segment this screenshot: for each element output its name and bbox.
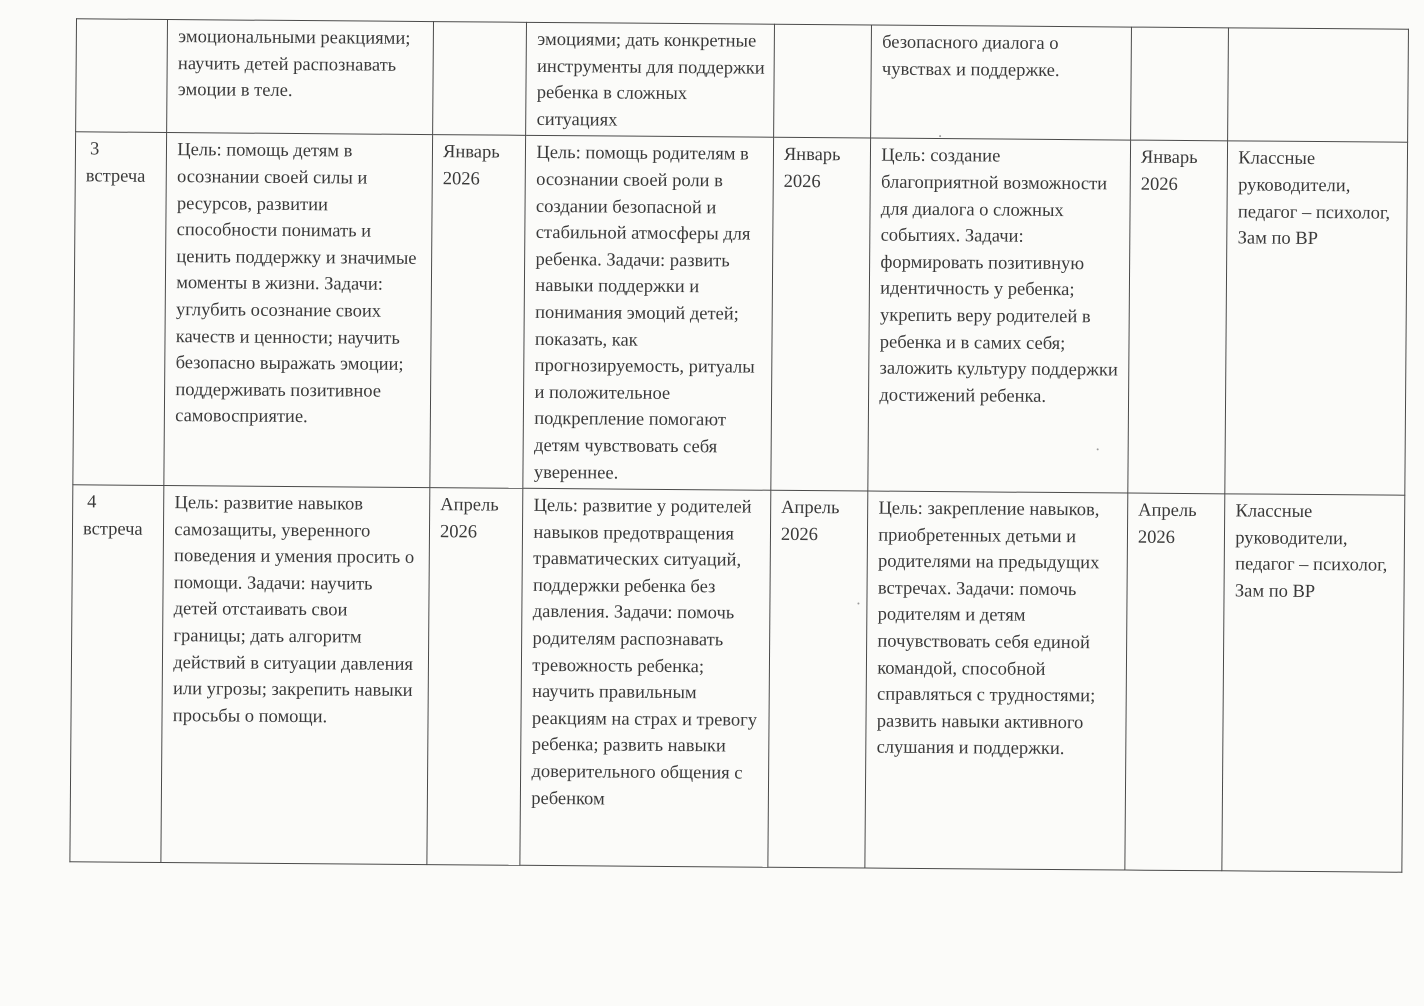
meeting-label: встреча [82,519,143,540]
meeting-number: 4 [87,492,97,513]
joint-goal-cell: безопасного диалога о чувствах и поддержке. [871,25,1132,140]
scan-speck [857,602,859,604]
children-goal-cell: Цель: помощь детям в осознании своей силы и ресурсов, развитии способности понимать и ценить поддержку и значимые моменты в жизни. Задачи: углубить осознание своих качеств и ценности; научить безопасно выражать эмоции; поддерживать позитивное самовосприятие. [164,133,433,488]
joint-date-cell: Апрель 2026 [1125,493,1225,871]
joint-goal-cell: Цель: закрепление навыков, приобретенных детьми и родителями на предыдущих встречах. Задачи: помочь родителям и детям почувствовать себя единой командой, способной справляться с трудностями; развить навыки активного слушания и поддержки. [865,491,1128,870]
parents-date-cell: Апрель 2026 [768,490,868,868]
joint-goal-cell: Цель: создание благоприятной возможности для диалога о сложных событиях. Задачи: формировать позитивную идентичность у ребенка; укрепить веру родителей в ребенка и в самих себя; заложить культуру поддержки достижений ребенка. [868,138,1130,493]
parents-goal-cell: эмоциями; дать конкретные инструменты для поддержки ребенка в сложных ситуациях [526,22,774,137]
joint-date-cell: Январь 2026 [1128,140,1228,493]
children-goal-cell: эмоциональными реакциями; научить детей распознавать эмоции в теле. [167,20,434,135]
table-row-meeting-3 [73,132,1408,495]
responsible-cell: Классные руководители, педагог – психолог, Зам по ВР [1225,141,1407,495]
children-date-cell: Январь 2026 [430,135,526,488]
meeting-number: 3 [89,139,100,160]
joint-date-cell [1131,27,1229,141]
responsible-cell [1228,28,1409,143]
table-row-meeting-4 [70,485,1405,872]
table-row-continuation [76,19,1409,143]
children-date-cell [433,22,527,136]
meetings-plan-table [69,18,1409,873]
parents-date-cell: Январь 2026 [771,138,871,491]
meeting-number-cell [76,19,168,133]
scan-speck [939,135,941,137]
meeting-label: встреча [85,166,146,187]
children-goal-cell: Цель: развитие навыков самозащиты, уверенного поведения и умения просить о помощи. Задачи: научить детей отстаивать свои границы; дать алгоритм действий в ситуации давления или угрозы; закрепить навыки просьбы о помощи. [161,486,430,865]
parents-date-cell [774,24,872,138]
parents-goal-cell: Цель: развитие у родителей навыков предотвращения травматических ситуаций, поддержки ребенка без давления. Задачи: помочь родителям распознавать тревожность ребенка; научить правильным реакциям на страх и тревогу ребенка; развить навыки доверительного общения с ребенком [520,488,770,867]
responsible-cell: Классные руководители, педагог – психолог, Зам по ВР [1222,494,1405,872]
meeting-number-cell [73,132,167,485]
children-date-cell: Апрель 2026 [427,488,523,866]
meeting-number-cell [70,485,164,863]
parents-goal-cell: Цель: помощь родителям в осознании своей роли в создании безопасной и стабильной атмосферы для ребенка. Задачи: развить навыки поддержки и понимания эмоций детей; показать, как прогнозируемость, ритуалы и положительное подкрепление помогают детям чувствовать себя увереннее. [523,136,773,491]
scan-speck [1097,448,1099,450]
